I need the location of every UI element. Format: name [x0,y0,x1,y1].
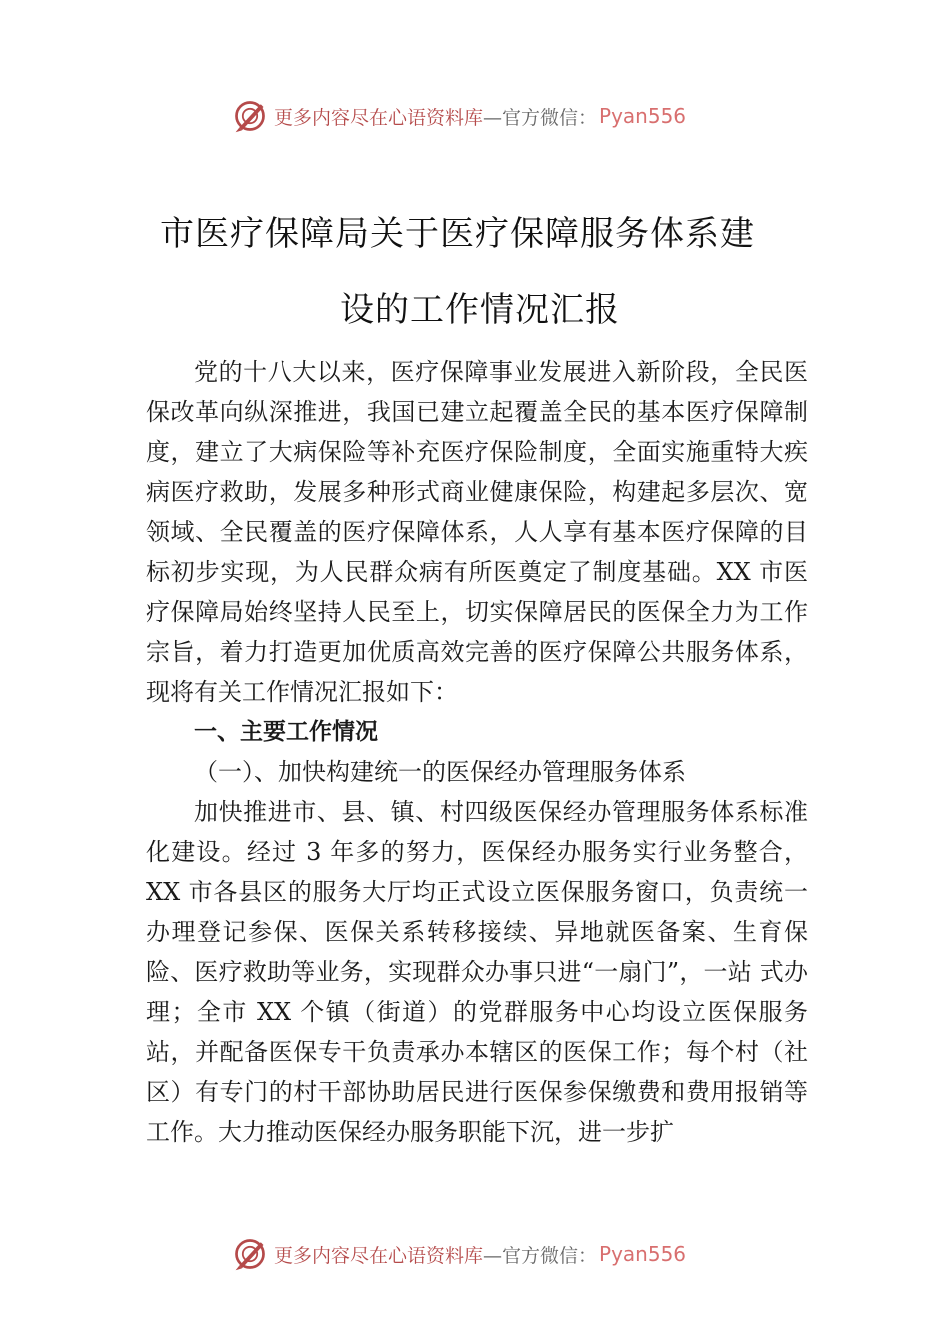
document-body [146,352,808,1152]
pen-logo-icon [232,1236,268,1272]
watermark-wechat-id: Pyan556 [599,1242,687,1266]
document-title [150,196,810,348]
watermark-wechat-label: —官方微信： [483,106,598,129]
header-watermark [232,96,686,136]
pen-logo-icon [232,98,268,134]
intro-paragraph: 党的十八大以来，医疗保障事业发展进入新阶段，全民医保改革向纵深推进，我国已建立起覆盖全民的基本医疗保障制度，建立了大病保险等补充医疗保险制度，全面实施重特大疾病医疗救助，发展多种形式商业健康保险，构建起多层次、宽领域、全民覆盖的医疗保障体系，人人享有基本医疗保障的目标初步实现，为人民群众病有所医奠定了制度基础。XX 市医疗保障局始终坚持人民至上，切实保障居民的医保全力为工作宗旨，着力打造更加优质高效完善的医疗保障公共服务体系，现将有关工作情况汇报如下： [146,358,808,706]
title-line-2: 设的工作情况汇报 [340,290,620,330]
watermark-lead-text: 更多内容尽在心语资料库 [274,106,484,129]
subsection-paragraph: 加快推进市、县、镇、村四级医保经办管理服务体系标准化建设。经过 3 年多的努力，医保经办服务实行业务整合，XX 市各县区的服务大厅均正式设立医保服务窗口，负责统一办理登记参保、医保关系转移接续、异地就医备案、生育保险、医疗救助等业务，实现群众办事只进“一扇门”，一站 式办理；全市 XX 个镇（街道）的党群服务中心均设立医保服务站，并配备医保专干负责承办本辖区的医保工作；每个村（社区）有专门的村干部协助居民进行医保参保缴费和费用报销等工作。大力推动医保经办服务职能下沉，进一步扩 [146,798,808,1146]
title-line-1: 市医疗保障局关于医疗保障服务体系建 [160,214,755,254]
watermark-lead-text: 更多内容尽在心语资料库 [274,1244,484,1267]
watermark-wechat-label: —官方微信： [483,1244,598,1267]
subsection-heading: （一）、加快构建统一的医保经办管理服务体系 [194,758,686,786]
watermark-wechat-id: Pyan556 [599,104,687,128]
section-heading: 一、主要工作情况 [194,719,378,745]
footer-watermark [232,1234,686,1274]
